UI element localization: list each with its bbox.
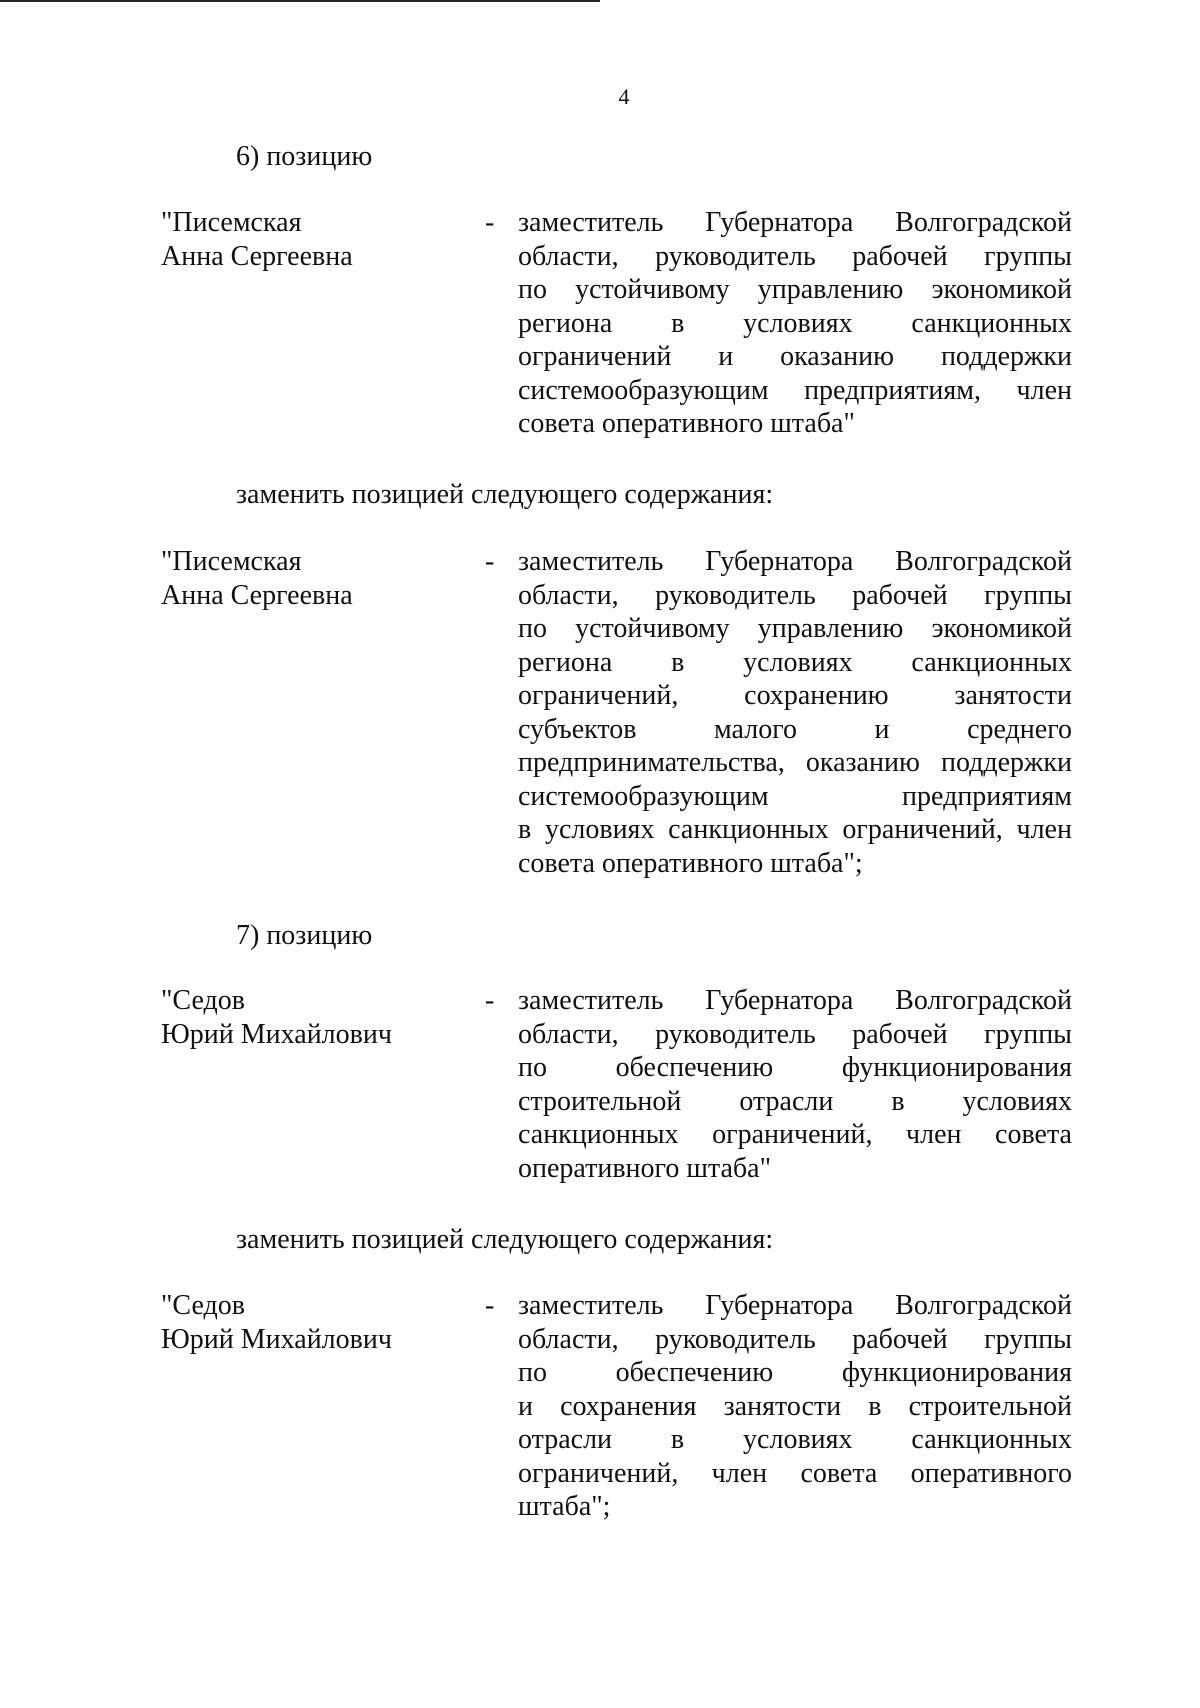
description-line: штаба"; xyxy=(518,1491,611,1522)
position-description xyxy=(518,545,1072,880)
dash-separator: - xyxy=(485,985,495,1016)
description-line: заместитель Губернатора Волгоградской xyxy=(518,1290,1072,1321)
description-line: оперативного штаба" xyxy=(518,1152,771,1184)
top-edge-line xyxy=(0,0,600,2)
description-line: области, руководитель рабочей группы xyxy=(518,240,1072,272)
person-name xyxy=(161,545,353,612)
dash-separator: - xyxy=(485,207,495,238)
replace-label: заменить позицией следующего содержания: xyxy=(236,479,774,510)
person-name xyxy=(161,206,353,273)
item-6-intro: 6) позицию xyxy=(236,141,373,172)
description-line: системообразующим предприятиям xyxy=(518,780,1072,812)
description-line: области, руководитель рабочей группы xyxy=(518,1018,1072,1050)
description-line: совета оперативного штаба" xyxy=(518,408,855,439)
replace-label: заменить позицией следующего содержания: xyxy=(236,1224,774,1255)
name-surname: "Писемская xyxy=(161,546,302,577)
name-given: Анна Сергеевна xyxy=(161,240,353,272)
item-7-intro: 7) позицию xyxy=(236,920,373,951)
description-line: региона в условиях санкционных xyxy=(518,646,1072,678)
position-description xyxy=(518,984,1072,1185)
description-line: отрасли в условиях санкционных xyxy=(518,1424,1072,1455)
name-surname: "Седов xyxy=(161,985,245,1016)
description-line: ограничений и оказанию поддержки xyxy=(518,341,1072,372)
description-line: заместитель Губернатора Волгоградской xyxy=(518,546,1072,577)
position-description xyxy=(518,206,1072,441)
description-line: предпринимательства, оказанию поддержки xyxy=(518,747,1072,778)
description-line: и сохранения занятости в строительной xyxy=(518,1390,1072,1422)
description-line: строительной отрасли в условиях xyxy=(518,1085,1072,1117)
description-line: по обеспечению функционирования xyxy=(518,1357,1072,1388)
description-line: в условиях санкционных ограничений, член xyxy=(518,814,1072,845)
description-line: по обеспечению функционирования xyxy=(518,1052,1072,1083)
person-name xyxy=(161,984,392,1051)
name-surname: "Писемская xyxy=(161,207,302,238)
description-line: области, руководитель рабочей группы xyxy=(518,1323,1072,1355)
description-line: заместитель Губернатора Волгоградской xyxy=(518,985,1072,1016)
description-line: по устойчивому управлению экономикой xyxy=(518,274,1072,305)
description-line: заместитель Губернатора Волгоградской xyxy=(518,207,1072,238)
name-given: Юрий Михайлович xyxy=(161,1323,392,1355)
description-line: ограничений, сохранению занятости xyxy=(518,680,1072,711)
person-name xyxy=(161,1289,392,1356)
description-line: санкционных ограничений, член совета xyxy=(518,1119,1072,1150)
description-line: по устойчивому управлению экономикой xyxy=(518,613,1072,644)
page-number: 4 xyxy=(618,84,630,109)
description-line: области, руководитель рабочей группы xyxy=(518,579,1072,611)
description-line: субъектов малого и среднего xyxy=(518,713,1072,745)
name-given: Анна Сергеевна xyxy=(161,579,353,611)
dash-separator: - xyxy=(485,546,495,577)
name-given: Юрий Михайлович xyxy=(161,1018,392,1050)
position-description xyxy=(518,1289,1072,1524)
description-line: региона в условиях санкционных xyxy=(518,307,1072,339)
name-surname: "Седов xyxy=(161,1290,245,1321)
description-line: совета оперативного штаба"; xyxy=(518,847,863,879)
dash-separator: - xyxy=(485,1290,495,1321)
description-line: системообразующим предприятиям, член xyxy=(518,374,1072,406)
description-line: ограничений, член совета оперативного xyxy=(518,1457,1072,1489)
